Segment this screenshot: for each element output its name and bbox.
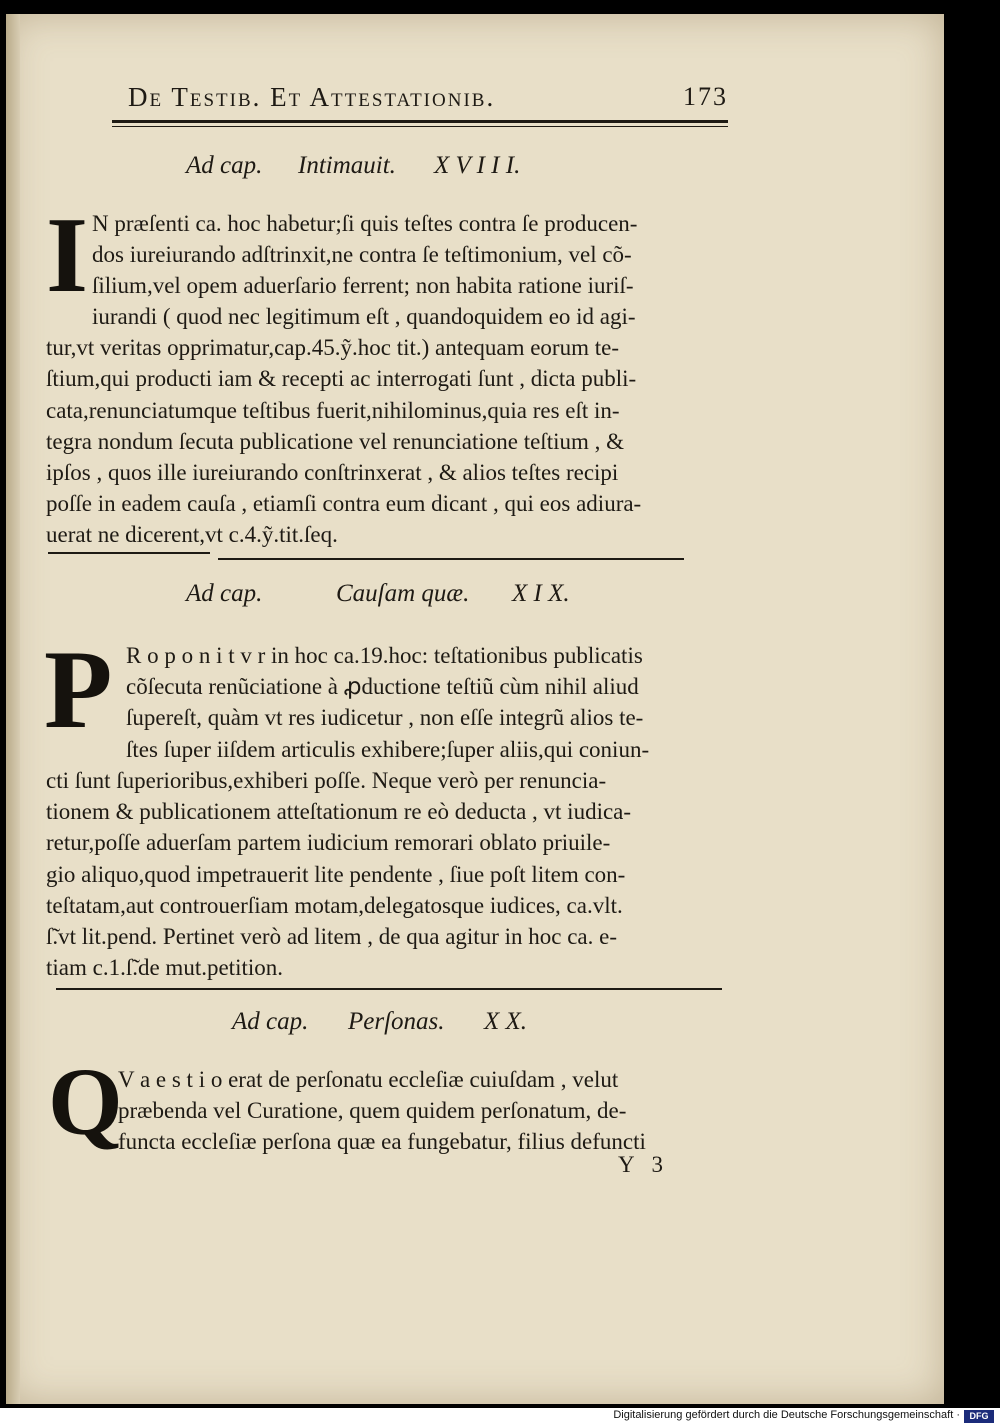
text-line: retur,poſſe aduerſam partem iudicium remorari oblato priuile- [46, 830, 611, 856]
section-heading [232, 1008, 572, 1040]
text-line: ſilium,vel opem aduerſario ferrent; non habita ratione iuriſ- [92, 273, 634, 299]
heading-numeral: X X. [484, 1008, 528, 1035]
text-line: præbenda vel Curatione, quem quidem perſonatum, de- [118, 1098, 627, 1124]
text-line: uerat ne dicerent,vt c.4.ỹ.tit.ſeq. [46, 522, 338, 548]
text-line: ſtes ſuper iiſdem articulis exhibere;ſuper aliis,qui coniun- [126, 736, 650, 762]
text-line: ipſos , quos ille iureiurando conſtrinxerat , & alios teſtes recipi [46, 459, 619, 485]
section-rule [218, 558, 684, 560]
heading-name: Intimauit. [298, 152, 396, 179]
paragraph [126, 640, 722, 765]
heading-prefix: Ad cap. [186, 152, 263, 179]
section-heading [186, 580, 626, 612]
section-rule [56, 988, 722, 990]
drop-cap: Q [48, 1048, 123, 1155]
text-line: cõſecuta renũciatione à ꝓductione teſtiũ cùm nihil aliud [126, 674, 639, 700]
paragraph [46, 301, 722, 551]
dfg-logo: DFG [964, 1410, 994, 1423]
footer-credit: Digitalisierung gefördert durch die Deutsche Forschungsgemeinschaft · [613, 1409, 960, 1421]
text-line: teſtatam,aut controuerſiam motam,delegatosque iudices, ca.vlt. [46, 892, 623, 918]
page-number: 173 [683, 82, 728, 111]
text-line: tiam c.1.ſ̃.de mut.petition. [46, 955, 283, 981]
paragraph [92, 208, 722, 302]
text-line: cata,renunciatumque teſtibus fuerit,nihilominus,quia res eſt in- [46, 397, 620, 423]
text-line: R o p o n i t v r in hoc ca.19.hoc: teſtationibus publicatis [126, 643, 643, 668]
heading-prefix: Ad cap. [232, 1008, 309, 1035]
text-line: tionem & publicationem atteſtationum re eò deducta , vt iudica- [46, 799, 632, 825]
head-rule [112, 120, 728, 123]
heading-numeral: X I X. [512, 580, 570, 607]
footer-bar [0, 1408, 1000, 1426]
text-line: tur,vt veritas opprimatur,cap.45.ỹ.hoc tit.) antequam eorum te- [46, 335, 619, 361]
heading-name: Perſonas. [348, 1008, 445, 1035]
section-heading [186, 152, 606, 184]
text-line: N præſenti ca. hoc habetur;ſi quis teſtes contra ſe producen- [92, 211, 638, 236]
text-line: poſſe in eadem cauſa , etiamſi contra eum dicant , qui eos adiura- [46, 491, 642, 517]
text-line: cti ſunt ſuperioribus,exhiberi poſſe. Neque verò per renuncia- [46, 768, 607, 793]
head-rule-thin [112, 126, 728, 127]
section-rule [48, 552, 210, 554]
text-line: tegra nondum ſecuta publicatione vel renunciatione teſtium , & [46, 428, 625, 454]
drop-cap: I [46, 196, 89, 315]
running-head-title: De Testib. Et Attestationib. [128, 82, 496, 112]
heading-name: Cauſam quæ. [336, 580, 470, 607]
heading-prefix: Ad cap. [186, 580, 263, 607]
paper-gutter [6, 14, 20, 1404]
signature-mark: Y 3 [618, 1152, 670, 1177]
text-line: gio aliquo,quod impetrauerit lite pendente , ſiue poſt litem con- [46, 861, 626, 887]
heading-numeral: X V I I I. [434, 152, 521, 179]
drop-cap: P [44, 628, 113, 752]
text-line: V a e s t i o erat de perſonatu eccleſiæ cuiuſdam , velut [118, 1067, 619, 1092]
text-line: iurandi ( quod nec legitimum eſt , quandoquidem eo id agi- [92, 304, 636, 329]
text-line: functa eccleſiæ perſona quæ ea fungebatur, filius defuncti [118, 1129, 646, 1155]
running-head [128, 82, 728, 116]
text-line: dos iureiurando adſtrinxit,ne contra ſe teſtimonium, vel cõ- [92, 242, 632, 268]
paragraph [118, 1064, 722, 1158]
text-line: ſtium,qui producti iam & recepti ac interrogati ſunt , dicta publi- [46, 366, 637, 392]
text-line: ſupereſt, quàm vt res iudicetur , non eſſe integrũ alios te- [126, 705, 644, 731]
paragraph [46, 765, 722, 983]
text-line: ſ̃.vt lit.pend. Pertinet verò ad litem , de qua agitur in hoc ca. e- [46, 923, 617, 949]
